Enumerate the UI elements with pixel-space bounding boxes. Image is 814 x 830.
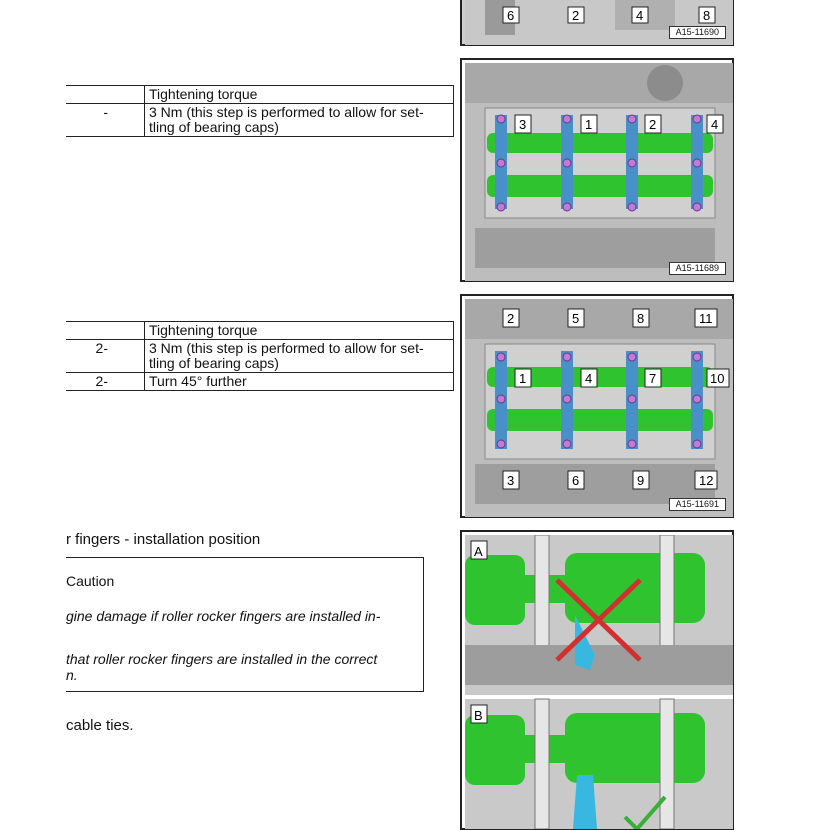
figure-id: A15-11689 xyxy=(669,262,726,275)
table-row xyxy=(66,104,454,137)
fig1-label: 2 xyxy=(649,117,657,132)
rocker-illustration xyxy=(465,535,733,829)
fig0-label: 8 xyxy=(703,8,711,23)
fig1-label: 3 xyxy=(519,117,527,132)
fig2-label: 8 xyxy=(637,311,645,326)
body-text: cable ties. xyxy=(66,717,134,734)
caution-box xyxy=(66,557,424,692)
caution-text: gine damage if roller rocker fingers are installed in- xyxy=(66,608,381,624)
figure-bolt-sequence-8 xyxy=(460,0,734,46)
fig1-label: 1 xyxy=(585,117,593,132)
step-cell: 2- xyxy=(66,340,145,373)
step-cell: - xyxy=(66,104,145,137)
fig1-label: 4 xyxy=(711,117,719,132)
fig0-label: 4 xyxy=(636,8,644,23)
caution-text: that roller rocker fingers are installed in the correct xyxy=(66,651,378,667)
table-header: Tightening torque xyxy=(145,322,454,340)
table-row xyxy=(66,373,454,391)
fig2-label: 1 xyxy=(519,371,527,386)
fig2-label: 5 xyxy=(572,311,580,326)
figure-bolt-sequence-12 xyxy=(460,294,734,518)
table-row xyxy=(66,86,454,104)
figure-rocker-installation xyxy=(460,530,734,830)
fig2-label: 3 xyxy=(507,473,515,488)
fig0-label: 6 xyxy=(507,8,515,23)
table-header: Tightening torque xyxy=(145,86,454,104)
figure-id: A15-11691 xyxy=(669,498,726,511)
value-cell: 3 Nm (this step is performed to allow for set- tling of bearing caps) xyxy=(145,340,454,373)
step-cell: 2- xyxy=(66,373,145,391)
fig2-label: 12 xyxy=(699,473,714,488)
table-row xyxy=(66,322,454,340)
caution-text: n. xyxy=(66,667,78,683)
fig2-label: 9 xyxy=(637,473,645,488)
caution-title: Caution xyxy=(66,573,115,589)
torque-table-1 xyxy=(66,85,454,137)
engine-illustration xyxy=(465,299,733,517)
fig2-label: 6 xyxy=(572,473,580,488)
fig0-label: 2 xyxy=(572,8,580,23)
fig2-label: 11 xyxy=(699,311,713,326)
engine-illustration xyxy=(465,63,733,281)
value-cell: 3 Nm (this step is performed to allow for set- tling of bearing caps) xyxy=(145,104,454,137)
figure-bolt-sequence-4 xyxy=(460,58,734,282)
table-row xyxy=(66,340,454,373)
panel-b-label: B xyxy=(474,708,483,723)
fig2-label: 7 xyxy=(649,371,657,386)
torque-table-2 xyxy=(66,321,454,391)
fig2-label: 10 xyxy=(710,371,725,386)
figure-id: A15-11690 xyxy=(669,26,726,39)
section-heading: r fingers - installation position xyxy=(66,531,261,548)
value-cell: Turn 45° further xyxy=(145,373,454,391)
panel-a-label: A xyxy=(474,544,483,559)
fig2-label: 2 xyxy=(507,311,515,326)
fig2-label: 4 xyxy=(585,371,593,386)
